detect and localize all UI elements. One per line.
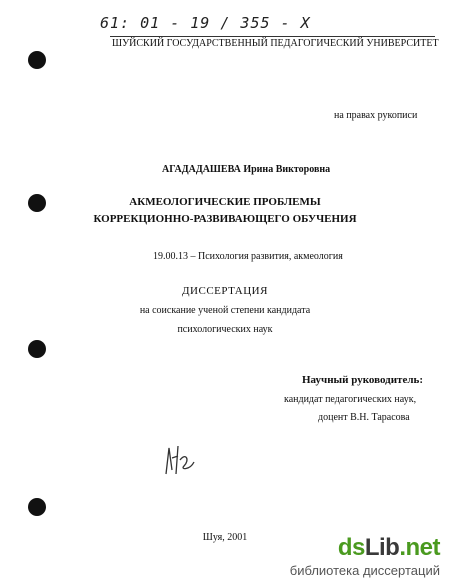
manuscript-note: на правах рукописи bbox=[334, 110, 418, 121]
degree-line-1: на соискание ученой степени кандидата bbox=[139, 305, 311, 316]
logo-ds: ds bbox=[337, 534, 365, 561]
thesis-title-line-1: АКМЕОЛОГИЧЕСКИЕ ПРОБЛЕМЫ bbox=[129, 196, 321, 208]
logo-lib: Lib bbox=[364, 534, 400, 561]
thesis-title-line-2: КОРРЕКЦИОННО-РАЗВИВАЮЩЕГО ОБУЧЕНИЯ bbox=[93, 213, 357, 225]
supervisor-name: доцент В.Н. Тарасова bbox=[318, 412, 410, 423]
city-year: Шуя, 2001 bbox=[202, 532, 248, 543]
supervisor-label: Научный руководитель: bbox=[302, 374, 423, 386]
signature-mark bbox=[160, 440, 200, 480]
handwritten-catalog-number: 61: 01 - 19 / 355 - X bbox=[100, 14, 311, 32]
dslib-logo[interactable] bbox=[338, 534, 440, 562]
university-name: ШУЙСКИЙ ГОСУДАРСТВЕННЫЙ ПЕДАГОГИЧЕСКИЙ УНИВЕРСИТЕТ bbox=[112, 38, 439, 49]
dslib-subtitle: библиотека диссертаций bbox=[289, 563, 440, 578]
specialty-code: 19.00.13 – Психология развития, акмеология bbox=[153, 251, 343, 262]
punch-hole-3 bbox=[28, 340, 46, 358]
punch-hole-1 bbox=[28, 51, 46, 69]
author-name: АГАДАДАШЕВА Ирина Викторовна bbox=[162, 164, 331, 175]
punch-hole-4 bbox=[28, 498, 46, 516]
logo-net: .net bbox=[399, 534, 440, 561]
degree-line-2: психологических наук bbox=[177, 324, 273, 335]
supervisor-degree: кандидат педагогических наук, bbox=[284, 394, 417, 405]
document-type: ДИССЕРТАЦИЯ bbox=[182, 285, 268, 297]
header-rule bbox=[110, 36, 435, 37]
